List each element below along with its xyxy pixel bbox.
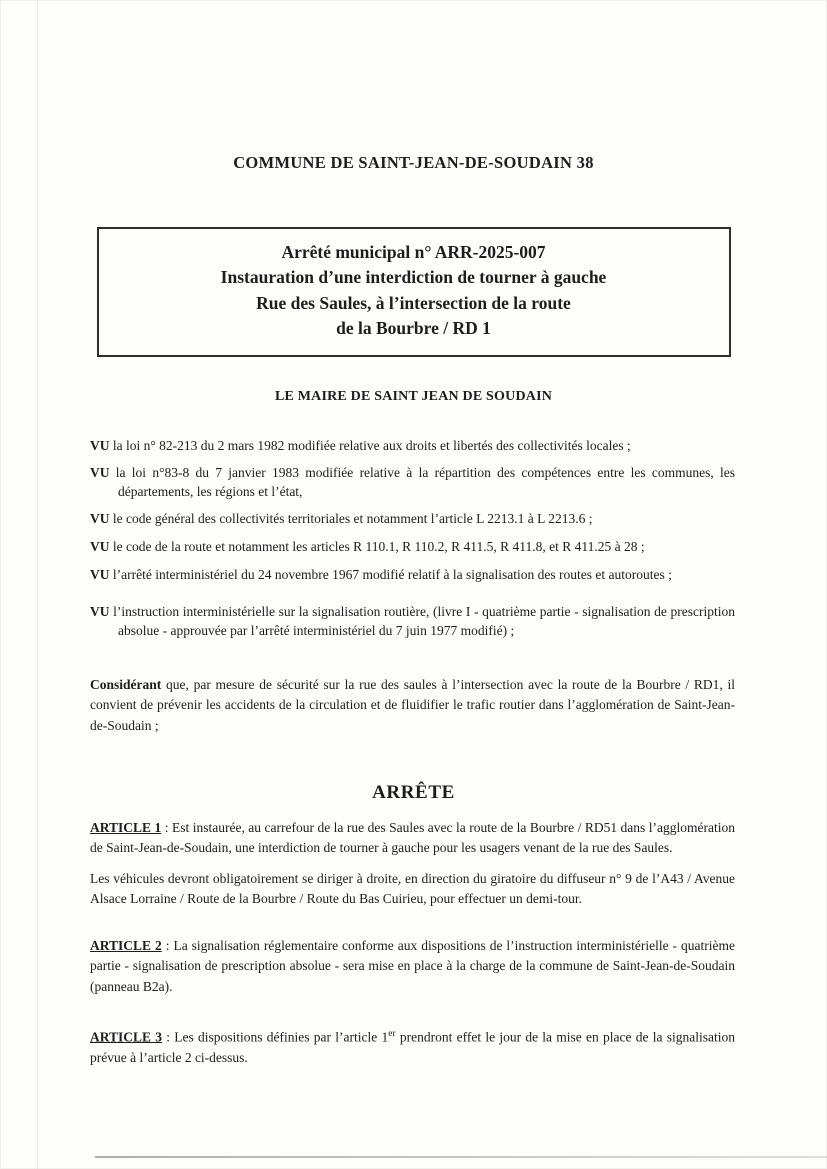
arrete-heading: ARRÊTE	[372, 782, 455, 804]
vu-label: VU	[90, 539, 110, 554]
vu-paragraph	[90, 566, 735, 585]
considerant-paragraph	[90, 675, 735, 737]
vu-text: la loi n°83-8 du 7 janvier 1983 modifiée relative à la répartition des compétences entre les communes, les départements, les régions et l’état,	[115, 465, 735, 499]
vu-text: l’arrêté interministériel du 24 novembre 1967 modifié relatif à la signalisation des routes et autoroutes ;	[112, 566, 672, 582]
vu-paragraph	[90, 603, 735, 640]
vu-paragraph	[90, 464, 735, 501]
vu-label: VU	[90, 437, 110, 453]
scan-edge-bottom	[95, 1156, 827, 1158]
vu-label: VU	[90, 566, 110, 582]
considerant-text: que, par mesure de sécurité sur la rue des saules à l’intersection avec la route de la Bourbre / RD1, il convient de prévenir les accidents de la circulation et de fluidifier le trafic routier dans l’agglomération de Saint-Jean-de-Soudain ;	[90, 676, 735, 733]
article-1-paragraph	[90, 818, 735, 859]
vu-text: la loi n° 82-213 du 2 mars 1982 modifiée relative aux droits et libertés des collectivités locales ;	[112, 437, 631, 453]
article-2-paragraph	[90, 936, 735, 997]
article-1-text: : Est instaurée, au carrefour de la rue des Saules avec la route de la Bourbre / RD51 dans l’agglomération de Saint-Jean-de-Soudain, une interdiction de tourner à gauche pour les usagers venant de la rue des Saules.	[90, 820, 736, 856]
commune-title: COMMUNE DE SAINT-JEAN-DE-SOUDAIN 38	[233, 153, 594, 172]
vu-label: VU	[90, 511, 110, 527]
vu-text: le code de la route et notamment les articles R 110.1, R 110.2, R 411.5, R 411.8, et R 411.25 à 28 ;	[112, 539, 645, 554]
article-1-label: ARTICLE 1	[90, 820, 162, 836]
article-3-label: ARTICLE 3	[90, 1029, 163, 1045]
scan-edge-left	[37, 0, 38, 1169]
considerant-label: Considérant	[90, 676, 162, 692]
vu-list	[90, 437, 735, 641]
vu-label: VU	[90, 604, 110, 620]
article-3-text-post: prendront effet le jour de la mise en place de la signalisation prévue à l’article 2 ci-dessus.	[90, 1029, 736, 1065]
article-3-text-pre: : Les dispositions définies par l’article 1	[162, 1029, 389, 1045]
article-2-label: ARTICLE 2	[90, 938, 162, 954]
maire-heading: LE MAIRE DE SAINT JEAN DE SOUDAIN	[274, 388, 553, 404]
vu-paragraph	[90, 510, 735, 529]
decree-title-line: Arrêté municipal n° ARR-2025-007	[281, 242, 546, 262]
vu-paragraph	[90, 437, 735, 456]
article-3-paragraph	[90, 1027, 735, 1068]
vu-text: l’instruction interministérielle sur la signalisation routière, (livre I - quatrième partie - signalisation de prescription absolue - approuvée par l’arrêté interministériel du 7 juin 1977 modifié) ;	[113, 604, 735, 638]
vu-text: le code général des collectivités territoriales et notamment l’article L 2213.1 à L 2213.6 ;	[112, 511, 593, 527]
decree-title-line: de la Bourbre / RD 1	[336, 318, 491, 339]
article-2-text: : La signalisation réglementaire conforme aux dispositions de l’instruction interministérielle - quatrième partie - signalisation de prescription absolue - sera mise en place à la charge de la commune de Saint-Jean-de-Soudain (panneau B2a).	[90, 938, 735, 994]
vu-label: VU	[90, 465, 110, 481]
vu-paragraph	[90, 538, 735, 557]
decree-title-line: Instauration d’une interdiction de tourner à gauche	[220, 267, 607, 288]
article-3-superscript: er	[388, 1028, 396, 1039]
decree-title-box	[97, 227, 731, 357]
decree-title-line: Rue des Saules, à l’intersection de la route	[256, 292, 571, 313]
article-1-extra-paragraph: Les véhicules devront obligatoirement se diriger à droite, en direction du giratoire du diffuseur n° 9 de l’A43 / Avenue Alsace Lorraine / Route de la Bourbre / Route du Bas Cuirieu, pour effectuer un demi-tour.	[90, 870, 735, 906]
